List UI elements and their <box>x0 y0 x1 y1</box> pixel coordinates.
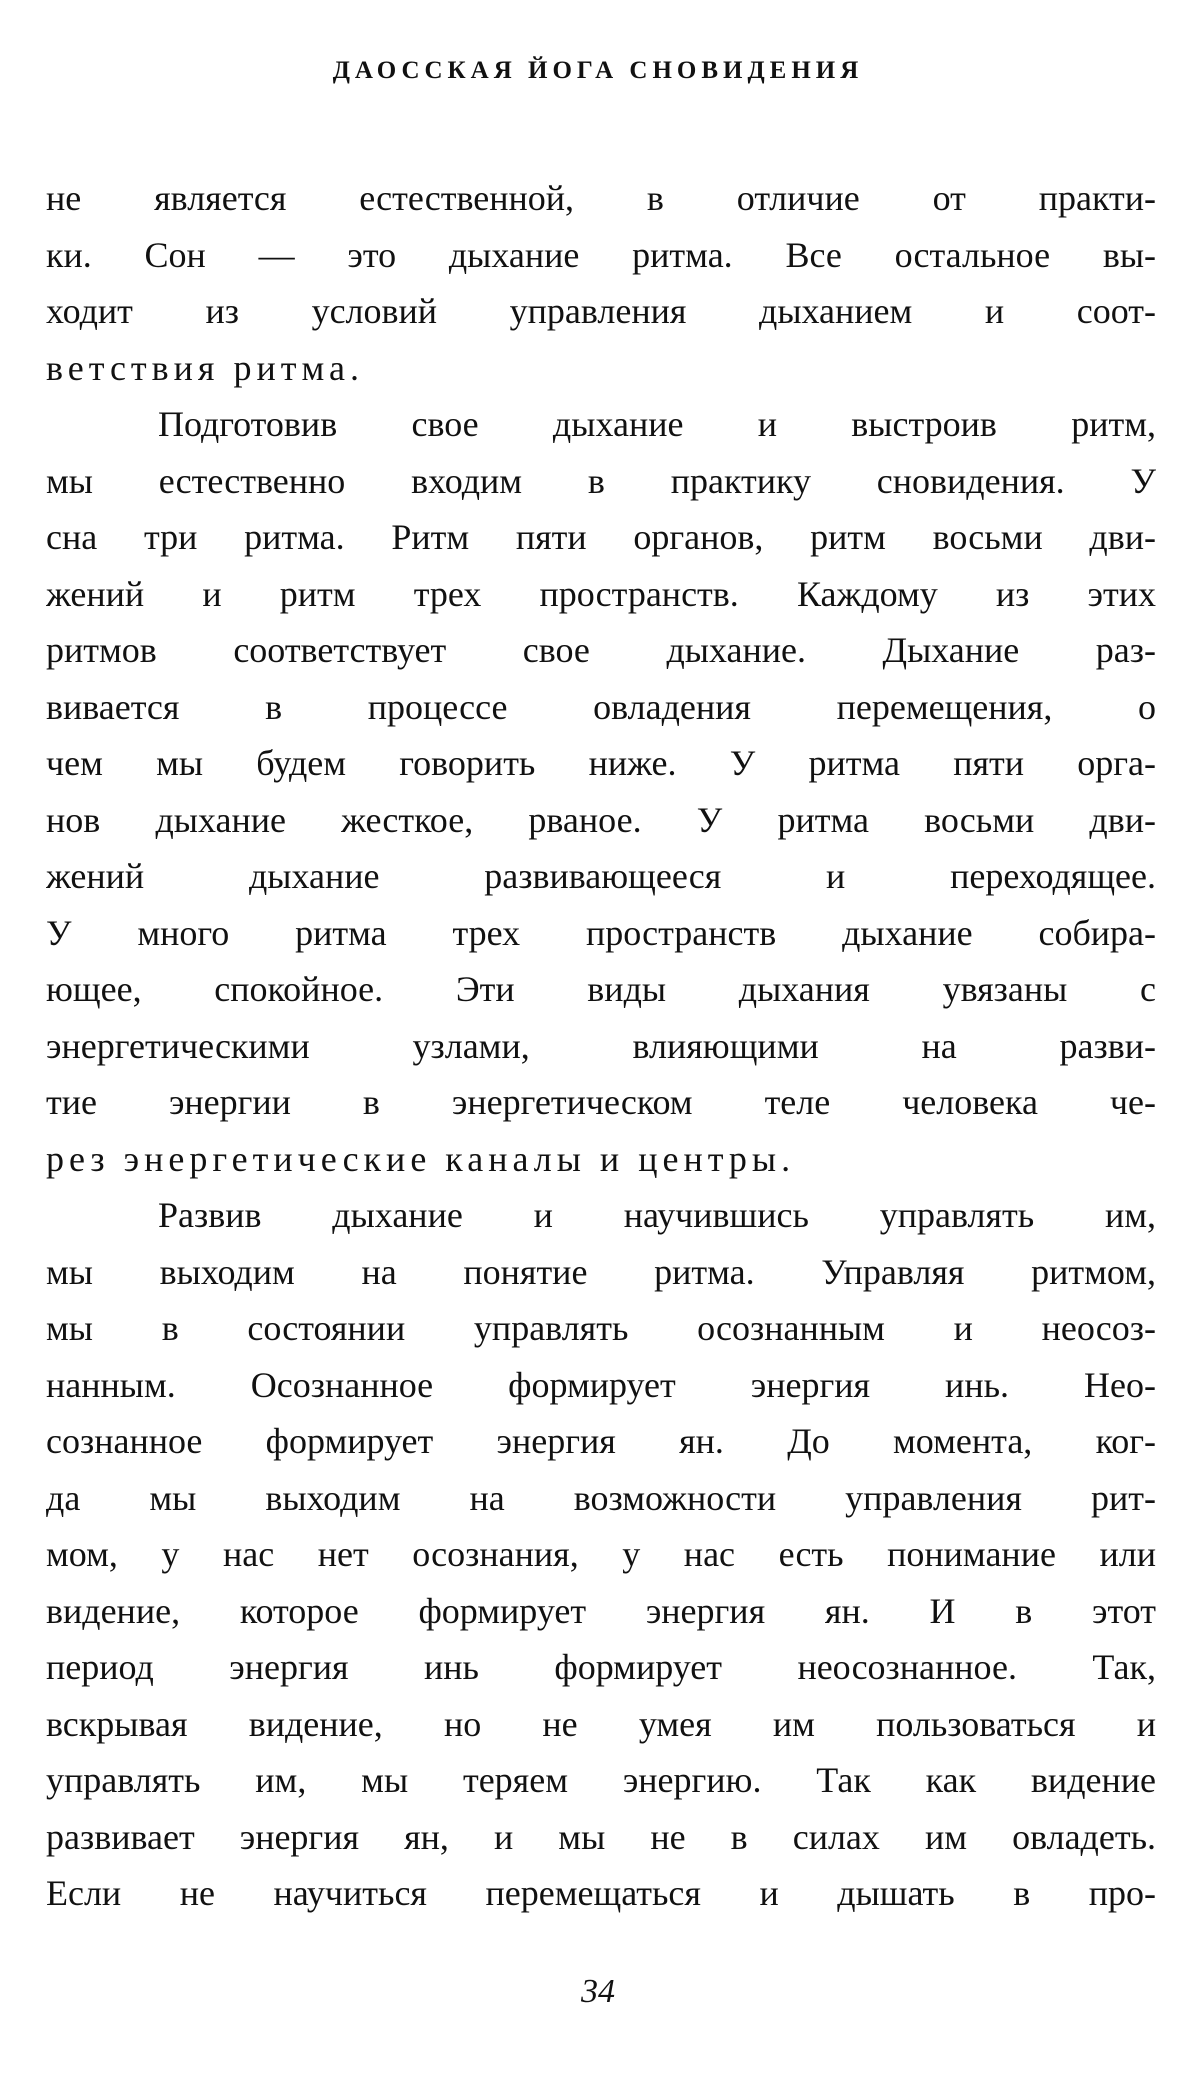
text-line: ки. Сон — это дыхание ритма. Все остальное вы- <box>46 234 1156 275</box>
text-line: управлять им, мы теряем энергию. Так как видение <box>46 1760 1156 1800</box>
body-text <box>46 170 1156 1922</box>
text-line: вивается в процессе овладения перемещения, о <box>46 686 1156 727</box>
text-line: энергетическими узлами, влияющими на разви- <box>46 1025 1156 1066</box>
text-line: Развив дыхание и научившись управлять им, <box>158 1195 1156 1235</box>
text-line: сна три ритма. Ритм пяти органов, ритм восьми дви- <box>46 517 1156 557</box>
text-line: ветствия ритма. <box>46 347 364 388</box>
text-line: чем мы будем говорить ниже. У ритма пяти орга- <box>46 743 1156 783</box>
text-line: не является естественной, в отличие от практи- <box>46 178 1156 218</box>
running-head: ДАОССКАЯ ЙОГА СНОВИДЕНИЯ <box>332 57 864 84</box>
text-line: нов дыхание жесткое, рваное. У ритма восьми дви- <box>46 799 1156 840</box>
text-line: мом, у нас нет осознания, у нас есть понимание или <box>46 1534 1156 1574</box>
text-line: ходит из условий управления дыханием и соот- <box>46 291 1156 331</box>
text-line: мы естественно входим в практику сновидения. У <box>46 460 1156 501</box>
text-line: период энергия инь формирует неосознанное. Так, <box>46 1647 1156 1687</box>
text-line: У много ритма трех пространств дыхание собира- <box>46 912 1156 953</box>
text-line: да мы выходим на возможности управления рит- <box>46 1477 1156 1518</box>
text-line: мы выходим на понятие ритма. Управляя ритмом, <box>46 1251 1156 1292</box>
text-line: развивает энергия ян, и мы не в силах им овладеть. <box>46 1816 1156 1857</box>
text-line: Если не научиться перемещаться и дышать в про- <box>46 1873 1156 1913</box>
page-number: 34 <box>581 1973 615 2010</box>
text-line: вскрывая видение, но не умея им пользоваться и <box>46 1703 1156 1744</box>
text-line: мы в состоянии управлять осознанным и неосоз- <box>46 1308 1156 1348</box>
text-line: тие энергии в энергетическом теле человека че- <box>46 1082 1156 1122</box>
text-line: рез энергетические каналы и центры. <box>46 1138 796 1179</box>
text-line: видение, которое формирует энергия ян. И в этот <box>46 1590 1156 1631</box>
text-line: жений дыхание развивающееся и переходящее. <box>46 856 1156 896</box>
text-line: ющее, спокойное. Эти виды дыхания увязаны с <box>46 969 1156 1009</box>
text-line: жений и ритм трех пространств. Каждому из этих <box>46 573 1156 614</box>
text-line: сознанное формирует энергия ян. До момента, ког- <box>46 1421 1156 1461</box>
text-line: нанным. Осознанное формирует энергия инь. Нео- <box>46 1364 1156 1405</box>
text-line: Подготовив свое дыхание и выстроив ритм, <box>158 404 1156 444</box>
text-line: ритмов соответствует свое дыхание. Дыхание раз- <box>46 630 1156 670</box>
